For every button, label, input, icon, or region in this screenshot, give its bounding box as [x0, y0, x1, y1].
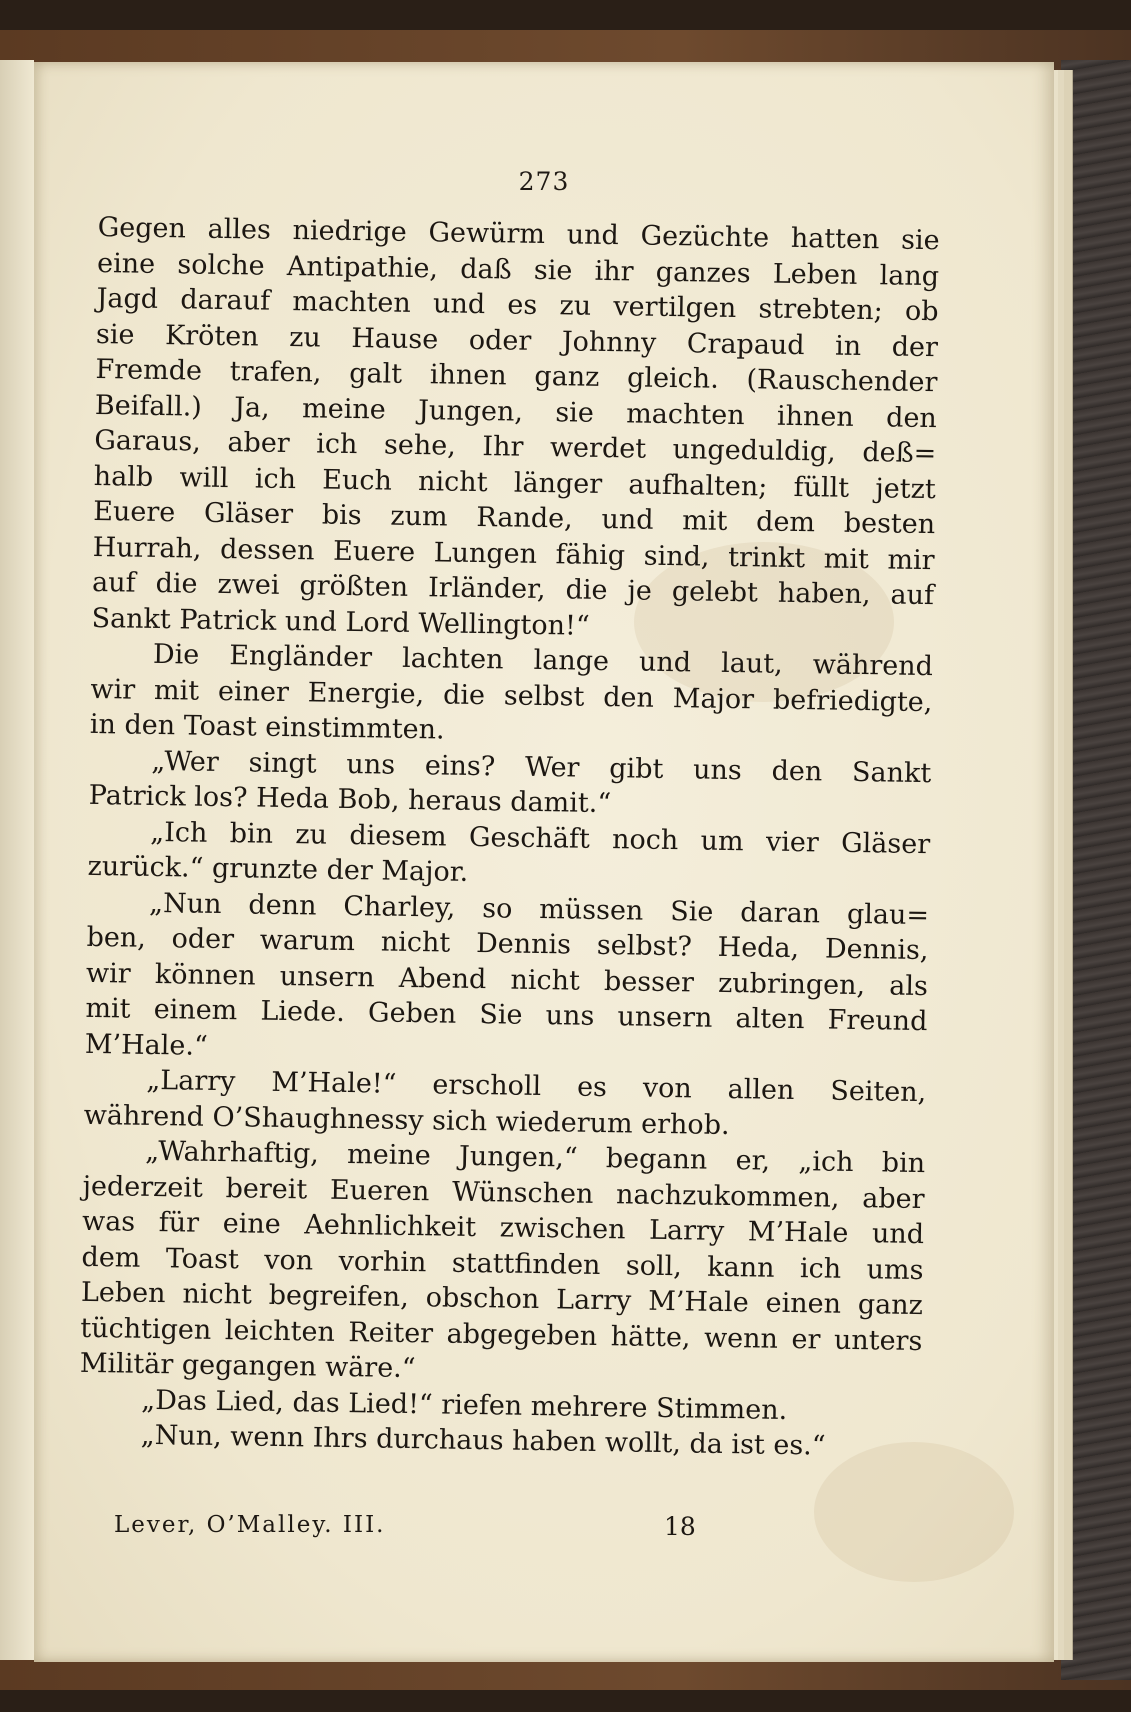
text-line: wir mit einer Energie, die selbst den Major befriedigte,: [90, 673, 933, 718]
sheet-number: 18: [664, 1512, 696, 1541]
book-page: [34, 62, 1054, 1662]
text-line: Gegen alles niedrige Gewürm und Gezüchte hatten sie: [97, 211, 940, 257]
text-line: Die Engländer lachten lange und laut, während: [152, 638, 934, 683]
text-line: Garaus, aber ich sehe, Ihr werdet ungeduldig, deß=: [94, 424, 937, 470]
text-line: in den Toast einstimmten.: [89, 708, 445, 746]
text-line: „Wer singt uns eins? Wer gibt uns den Sankt: [151, 745, 932, 789]
text-line: Jagd darauf machten und es zu vertilgen strebten; ob: [96, 282, 939, 328]
text-line: Hurrah, dessen Euere Lungen fähig sind, trinkt mit mir: [92, 531, 935, 576]
text-line: sie Kröten zu Hause oder Johnny Crapaud in der: [95, 318, 939, 363]
text-line: jederzeit bereit Eueren Wünschen nachzukommen, aber: [82, 1170, 925, 1215]
text-line: „Nun denn Charley, so müssen Sie daran glau=: [148, 887, 930, 931]
text-line: tüchtigen leichten Reiter abgegeben hätte, wenn er unters: [80, 1312, 923, 1357]
text-line: dem Toast von vorhin stattfinden soll, kann ich ums: [81, 1241, 924, 1286]
page-edge-stack: [1064, 70, 1073, 1660]
text-line: Fremde trafen, galt ihnen ganz gleich. (Rauschender: [95, 353, 938, 399]
text-line: Leben nicht begreifen, obschon Larry M’Hale einen ganz: [80, 1276, 924, 1322]
text-line: während O’Shaughnessy sich wiederum erhob.: [83, 1099, 730, 1141]
text-line: Euere Gläser bis zum Rande, und mit dem besten: [93, 495, 936, 541]
text-line: Patrick los? Heda Bob, heraus damit.“: [88, 779, 612, 820]
text-line: halb will ich Euch nicht länger aufhalten; füllt jetzt: [93, 460, 936, 505]
body-text: [78, 210, 939, 1466]
text-line: „Ich bin zu diesem Geschäft noch um vier Gläser: [149, 816, 931, 860]
text-line: Sankt Patrick und Lord Wellington!“: [91, 602, 590, 642]
text-line: „Nun, wenn Ihrs durchaus haben wollt, da ist es.“: [140, 1419, 826, 1462]
left-page-edge: [0, 60, 34, 1660]
printer-signature: Lever, O’Malley. III.: [114, 1512, 386, 1538]
text-line: „Das Lied, das Lied!“ riefen mehrere Stimmen.: [141, 1384, 788, 1426]
text-line: zurück.“ grunzte der Major.: [87, 850, 469, 888]
text-line: wir können unsern Abend nicht besser zubringen, als: [85, 957, 929, 1002]
text-line: „Larry M’Hale!“ erscholl es von allen Seiten,: [146, 1064, 927, 1109]
text-line: Beifall.) Ja, meine Jungen, sie machten ihnen den: [94, 389, 938, 434]
text-line: mit einem Liede. Geben Sie uns unsern alten Freund: [85, 992, 928, 1038]
text-line: auf die zwei größten Irländer, die je gelebt haben, auf: [91, 566, 935, 612]
text-line: „Wahrhaftig, meine Jungen,“ begann er, „ich bin: [144, 1135, 926, 1180]
page-footer: [114, 1512, 956, 1546]
text-line: Militär gegangen wäre.“: [79, 1347, 416, 1385]
text-line: eine solche Antipathie, daß sie ihr ganzes Leben lang: [96, 247, 940, 292]
text-line: M’Hale.“: [84, 1028, 209, 1062]
text-line: ben, oder warum nicht Dennis selbst? Heda, Dennis,: [86, 921, 929, 967]
text-line: was für eine Aehnlichkeit zwischen Larry M’Hale und: [81, 1205, 925, 1251]
page-number: 273: [518, 167, 570, 196]
